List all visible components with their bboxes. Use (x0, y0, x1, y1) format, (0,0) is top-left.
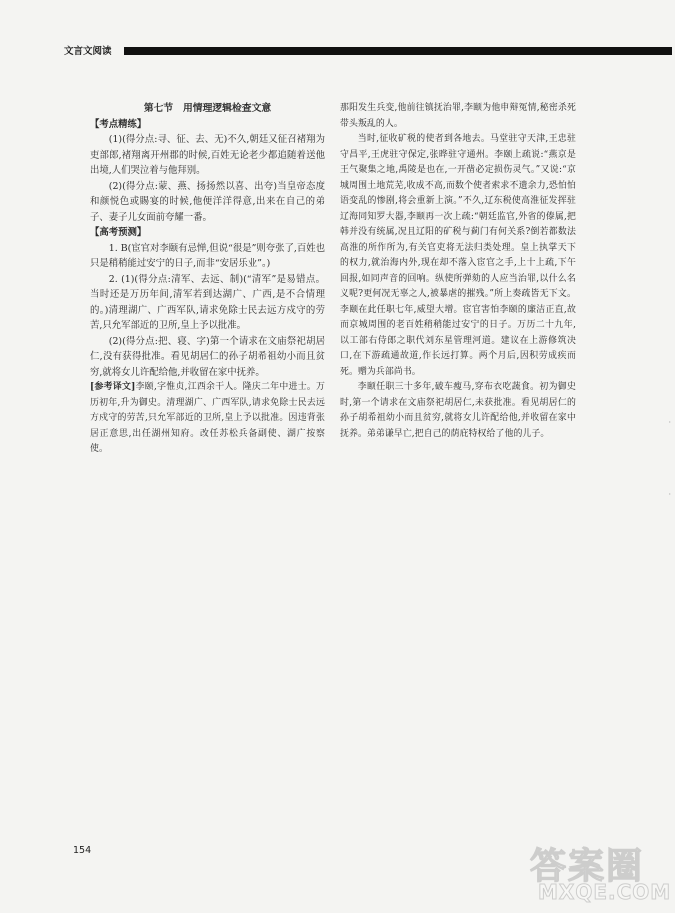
watermark-logo (530, 838, 672, 908)
answer-paragraph: (2)(得分点:把、寝、字)第一个请求在文庙祭祀胡居仁,没有获得批准。看见胡居仁的孙子胡希祖幼小而且贫穷,就将女儿许配给他,并收留在家中抚养。 (90, 335, 325, 378)
translation-paragraph: 那阳发生兵变,他前往镇抚治罪,李颐为他申辩冤情,秘密杀死带头叛乱的人。 (340, 103, 576, 129)
reference-translation (90, 380, 325, 458)
reference-text: 李颐,字惟贞,江西余干人。隆庆二年中进士。万历初年,升为御史。清理湖广、广西军队,请求免除士民去远方戍守的劳苦,只允军部近的卫所,皇上予以批准。因违背张居正意思,出任湖州知府。改任苏松兵备副使、湖广按察使。 (90, 382, 325, 454)
left-column (90, 101, 325, 458)
header-rule (124, 47, 672, 55)
scan-mark: · (668, 490, 671, 499)
section-title: 第七节 用情理逻辑检查文意 (143, 103, 272, 114)
running-header (64, 42, 673, 58)
answer-paragraph: (1)(得分点:寻、征、去、无)不久,朝廷又征召褚翔为吏部郎,褚翔离开州郡的时候,百姓无论老少都追随着送他出境,人们哭泣着与他拜别。 (90, 134, 325, 176)
scan-mark: · (668, 418, 671, 427)
watermark-domain: MXQE.COM (538, 880, 672, 904)
answer-paragraph: 1. B(宦官对李颐有忌惮,但说“很是”则夸张了,百姓也只是稍稍能过安宁的日子,而非“安居乐业”。) (90, 242, 325, 269)
answer-paragraph: (2)(得分点:蒙、燕、扬扬然以喜、出夸)当皇帝态度和颜悦色或賜宴的时候,他便洋洋得意,出来在自己的弟子、妻子儿女面前夸耀一番。 (90, 180, 325, 223)
header-title: 文言文阅读 (64, 46, 112, 57)
translation-paragraph: 当时,征收矿税的使者到各地去。马堂驻守天津,王忠驻守昌平,王虎驻守保定,张晔驻守通州。李颐上疏说:“燕京是王气聚集之地,禹陵是也在,一开凿必定损伤灵气。”又说:“京城周围土地荒芜,收成不高,而数个使者索求不遗余力,恐怕怕语变乱的惨剧,将会重新上演。”不久,辽东税使高淮征发挥驻辽海同知罗大器,李颐再一次上疏:“朝廷监官,外省的傣属,把韩并没有统属,况且辽阳的矿税与蓟门有何关系?倒若都数法高淮的所作所为,有关官吏将无法归类处理。皇上执掌天下的权力,就治海内外,现在却不落入宦官之手,上十上疏,下午回报,如同声音的回响。纵使所弹劾的人应当治罪,以什么名义呢?更何况无辜之人,被暴虐的摧残。”所上奏疏皆无下文。李颐在此任职七年,威望大增。宦官害怕李颐的廉洁正直,故而京城周围的老百姓稍稍能过安宁的日子。万历二十九年,以工部右侍郎之职代刘东星管理河道。建议在上游修筑决口,在下游疏通故道,作长远打算。两个月后,因积劳成疾而死。赠为兵部尚书。 (340, 134, 576, 377)
gaokao-heading: 【高考预测】 (90, 227, 147, 238)
page-number: 154 (73, 845, 92, 856)
watermark-text: 答案圈 (530, 846, 645, 887)
kaodian-heading: 【考点精练】 (90, 118, 147, 130)
translation-paragraph: 李颐任职三十多年,破车瘦马,穿布衣吃蔬食。初为御史时,第一个请求在文庙祭祀胡居仁,未获批准。看见胡居仁的孙子胡希祖幼小而且贫穷,就将女儿许配给他,并收留在家中抚养。弟弟谦早亡,把自己的荫庇特权给了他的儿子。 (340, 382, 576, 439)
reference-label: [参考译文] (90, 382, 136, 392)
right-column (340, 101, 576, 442)
answer-paragraph: 2. (1)(得分点:清军、去远、制)(“清军”是易错点。当时还是万历年间,清军若到达湖广、广西,是不合情理的。)清理湖广、广西军队,请求免除士民去远方戍守的劳苦,只允军部近的卫所,皇上予以批准。 (90, 273, 325, 331)
